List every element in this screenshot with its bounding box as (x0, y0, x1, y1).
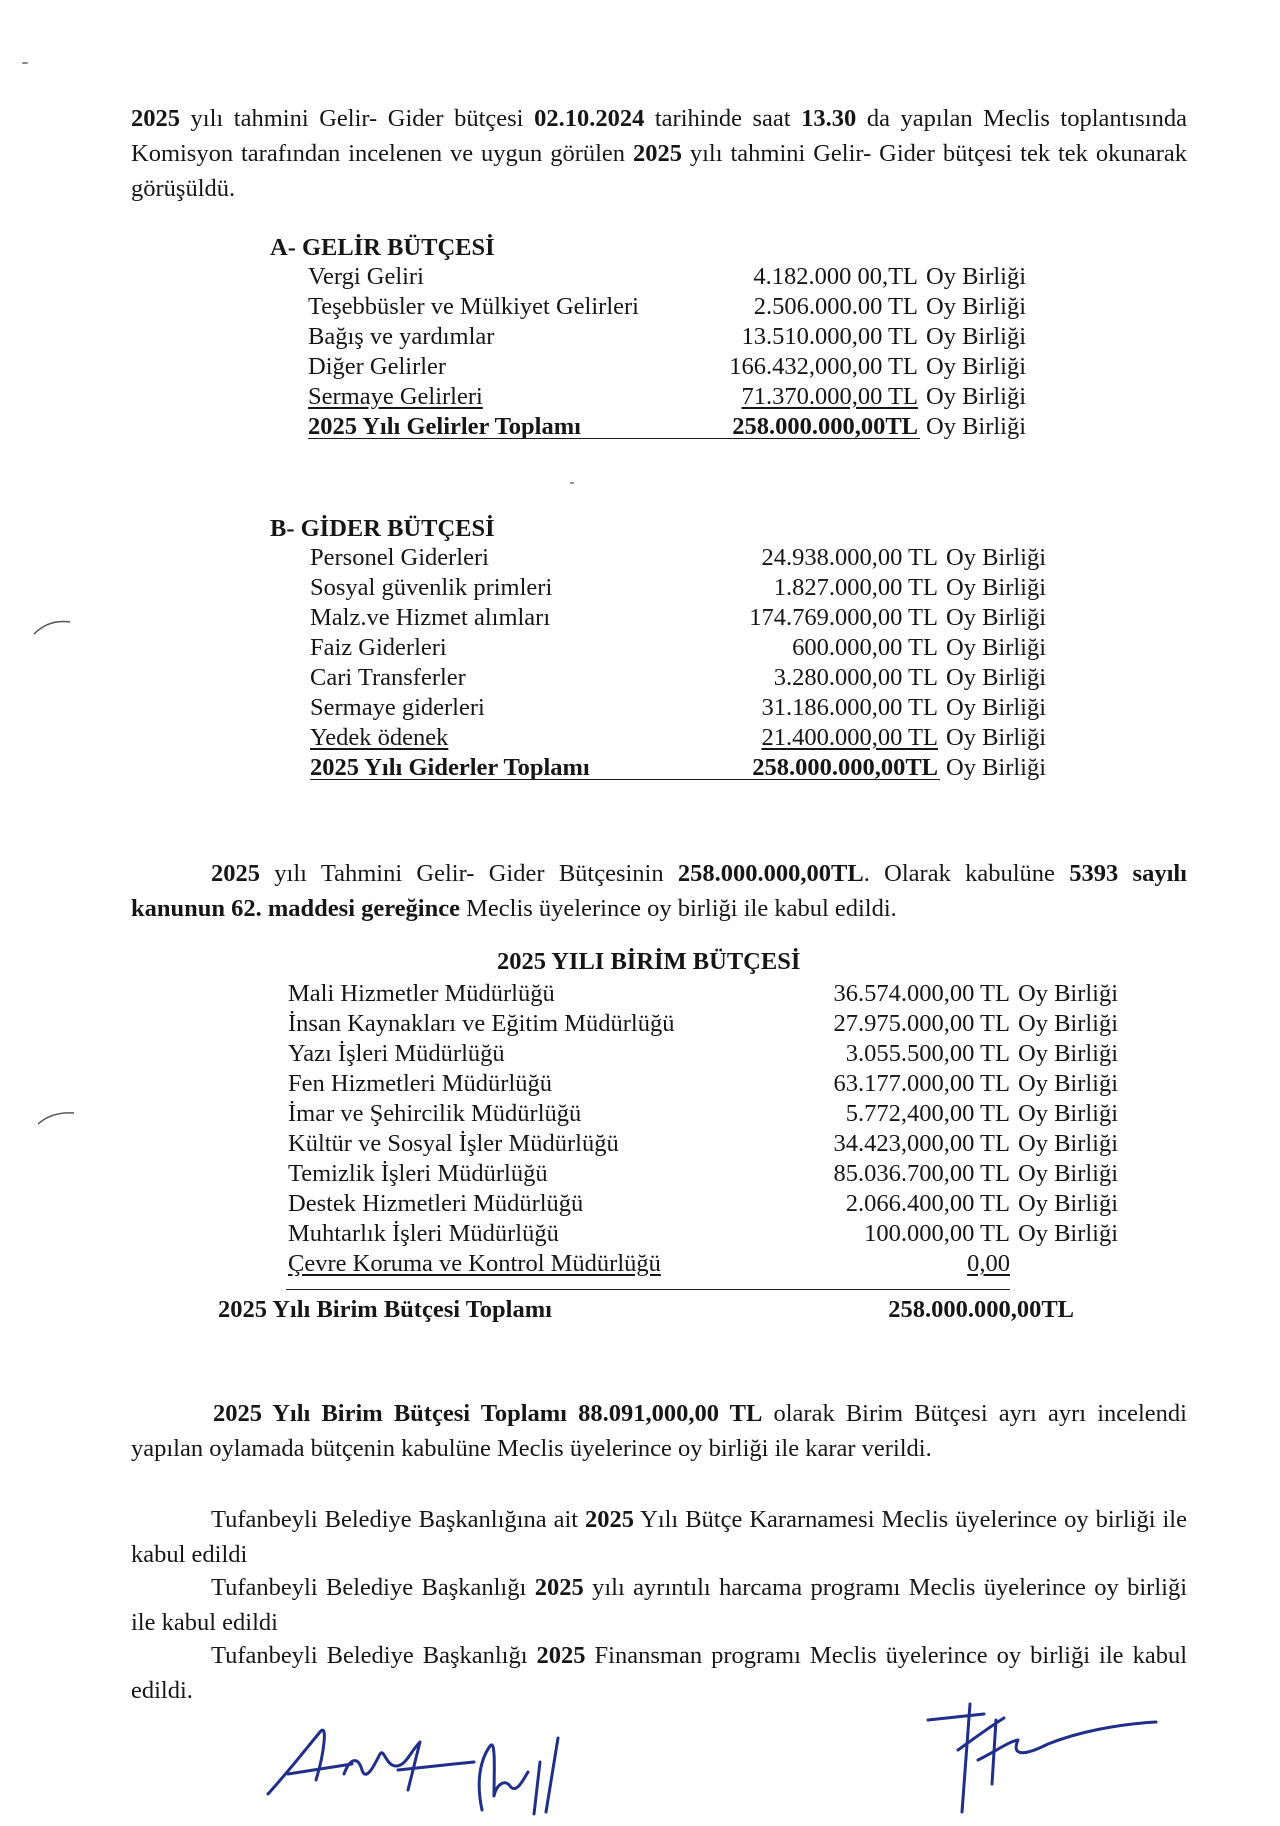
birim-amount: 3.055.500,00 TL (845, 1040, 1010, 1067)
birim-results (1018, 979, 1118, 1249)
gelir-amount: 2.506.000.00 TL (753, 293, 918, 320)
decision-year: 2025 (585, 1506, 635, 1533)
birim-result: Oy Birliği (1018, 1010, 1119, 1037)
birim-result: Oy Birliği (1018, 1100, 1119, 1127)
birim-label: Yazı İşleri Müdürlüğü (288, 1040, 505, 1067)
gelir-total-amount: 258.000.000,00TL (732, 413, 918, 440)
gelir-result: Oy Birliği (926, 293, 1027, 320)
gider-amount: 31.186.000,00 TL (761, 694, 938, 721)
gider-heading: B- GİDER BÜTÇESİ (270, 515, 495, 542)
gelir-total-rule (308, 438, 920, 439)
intro-text-4: yılı tahmini Gelir- Gider bütçesi tek tek okunarak görüşüldü. (131, 140, 1187, 202)
gider-results (946, 543, 1046, 783)
gelir-heading: A- GELİR BÜTÇESİ (270, 234, 495, 261)
gider-result: Oy Birliği (946, 604, 1047, 631)
birim-result: Oy Birliği (1018, 1070, 1119, 1097)
acceptance-amount: 258.000.000,00TL (677, 860, 864, 887)
gelir-amount: 13.510.000,00 TL (741, 323, 918, 350)
birim-label: Muhtarlık İşleri Müdürlüğü (288, 1220, 559, 1247)
gider-result: Oy Birliği (946, 574, 1047, 601)
gelir-amount: 166.432,000,00 TL (729, 353, 918, 380)
acceptance-paragraph (131, 856, 1187, 926)
margin-mark-top (30, 618, 74, 638)
birim-label: Destek Hizmetleri Müdürlüğü (288, 1190, 584, 1217)
birim-heading: 2025 YILI BİRİM BÜTÇESİ (497, 948, 801, 975)
birim-result: Oy Birliği (1018, 1130, 1119, 1157)
acceptance-year: 2025 (211, 860, 260, 887)
intro-date: 02.10.2024 (534, 105, 645, 132)
birim-label: Fen Hizmetleri Müdürlüğü (288, 1070, 553, 1097)
intro-year-2: 2025 (632, 140, 682, 167)
birim-result: Oy Birliği (1018, 1220, 1119, 1247)
margin-mark-bottom (34, 1110, 78, 1128)
gider-label: Yedek ödenek (310, 724, 449, 751)
birim-amount: 5.772,400,00 TL (845, 1100, 1010, 1127)
birim-note-paragraph (131, 1396, 1187, 1466)
gider-label: Malz.ve Hizmet alımları (310, 604, 551, 631)
gelir-label: Vergi Geliri (308, 263, 424, 290)
gelir-amounts (729, 262, 918, 442)
acceptance-text-1: yılı Tahmini Gelir- Gider Bütçesinin (260, 860, 678, 887)
birim-label: İnsan Kaynakları ve Eğitim Müdürlüğü (288, 1010, 675, 1037)
birim-amount: 34.423,000,00 TL (833, 1130, 1010, 1157)
gelir-label: Diğer Gelirler (308, 353, 447, 380)
signature-left (258, 1662, 578, 1822)
gider-total-rule (310, 779, 940, 780)
decision-text-1: Tufanbeyli Belediye Başkanlığı (211, 1642, 537, 1669)
birim-label: Mali Hizmetler Müdürlüğü (288, 980, 555, 1007)
gider-amount: 24.938.000,00 TL (761, 544, 938, 571)
intro-year: 2025 (131, 105, 180, 132)
birim-label: Çevre Koruma ve Kontrol Müdürlüğü (288, 1250, 661, 1277)
intro-text-3: da yapılan Meclis toplantısında Komisyon tarafından incelenen ve uygun görülen (131, 105, 1187, 167)
gider-amount: 600.000,00 TL (792, 634, 938, 661)
birim-amount: 100.000,00 TL (864, 1220, 1010, 1247)
intro-time: 13.30 (801, 105, 857, 132)
birim-label: Kültür ve Sosyal İşler Müdürlüğü (288, 1130, 619, 1157)
decision-year: 2025 (534, 1574, 584, 1601)
birim-amount: 36.574.000,00 TL (833, 980, 1010, 1007)
gider-result: Oy Birliği (946, 694, 1047, 721)
gider-result: Oy Birliği (946, 544, 1047, 571)
decision-paragraph (131, 1570, 1187, 1640)
gider-total-amount: 258.000.000,00TL (752, 754, 938, 781)
birim-result: Oy Birliği (1018, 1160, 1119, 1187)
gider-label: Personel Giderleri (310, 544, 489, 571)
birim-result: Oy Birliği (1018, 980, 1119, 1007)
birim-amount: 2.066.400,00 TL (845, 1190, 1010, 1217)
gider-amount: 1.827.000,00 TL (773, 574, 938, 601)
gider-label: Cari Transferler (310, 664, 466, 691)
birim-amounts (834, 979, 1011, 1279)
gider-labels (310, 543, 590, 783)
gider-label: Sermaye giderleri (310, 694, 485, 721)
decision-text-1: Tufanbeyli Belediye Başkanlığına ait (211, 1506, 586, 1533)
birim-label: Temizlik İşleri Müdürlüğü (288, 1160, 548, 1187)
gider-result: Oy Birliği (946, 634, 1047, 661)
birim-total-amount: 258.000.000,00TL (888, 1296, 1074, 1323)
gider-label: Sosyal güvenlik primleri (310, 574, 553, 601)
intro-text-2: tarihinde saat (644, 105, 802, 132)
intro-text-1: yılı tahmini Gelir- Gider bütçesi (180, 105, 535, 132)
birim-result: Oy Birliği (1018, 1040, 1119, 1067)
gider-amount: 21.400.000,00 TL (761, 724, 938, 751)
acceptance-text-3: Meclis üyelerince oy birliği ile kabul edildi. (460, 895, 897, 922)
birim-total-rule (286, 1289, 1010, 1290)
gelir-result: Oy Birliği (926, 353, 1027, 380)
decision-paragraph (131, 1502, 1187, 1572)
decision-text-2: Yılı Bütçe Kararnamesi Meclis üyelerince oy birliği ile kabul edildi (131, 1506, 1187, 1568)
scan-mark (22, 62, 28, 64)
gelir-labels (308, 262, 639, 442)
gelir-label: Bağış ve yardımlar (308, 323, 495, 350)
birim-amount: 0,00 (967, 1250, 1010, 1277)
gider-result: Oy Birliği (946, 724, 1047, 751)
birim-total-label: 2025 Yılı Birim Bütçesi Toplamı (218, 1296, 552, 1323)
gelir-total-label: 2025 Yılı Gelirler Toplamı (308, 413, 581, 440)
birim-labels (288, 979, 674, 1279)
gelir-result: Oy Birliği (926, 383, 1027, 410)
gelir-results (926, 262, 1026, 442)
gider-total-result: Oy Birliği (946, 754, 1047, 781)
acceptance-law: 5393 sayılı kanunun 62. maddesi gereğince (131, 860, 1187, 922)
gelir-result: Oy Birliği (926, 263, 1027, 290)
decision-text-2: yılı ayrıntılı harcama programı Meclis üyelerince oy birliği ile kabul edildi (131, 1574, 1188, 1636)
signature-right (908, 1680, 1168, 1820)
gelir-label: Sermaye Gelirleri (308, 383, 483, 410)
birim-amount: 27.975.000,00 TL (833, 1010, 1010, 1037)
gelir-label: Teşebbüsler ve Mülkiyet Gelirleri (308, 293, 639, 320)
birim-note-text: olarak Birim Bütçesi ayrı ayrı incelendi yapılan oylamada bütçenin kabulüne Meclis üyelerince oy birliği ile karar verildi. (131, 1400, 1187, 1462)
gelir-amount: 71.370.000,00 TL (741, 383, 918, 410)
gider-amount: 3.280.000,00 TL (773, 664, 938, 691)
acceptance-text-2: . Olarak kabulüne (863, 860, 1070, 887)
scan-mark (570, 482, 574, 484)
gelir-amount: 4.182.000 00,TL (753, 263, 918, 290)
birim-note-bold: 2025 Yılı Birim Bütçesi Toplamı 88.091,000,00 TL (213, 1400, 763, 1427)
decision-text-2: Finansman programı Meclis üyelerince oy birliği ile kabul edildi. (131, 1642, 1187, 1704)
gider-result: Oy Birliği (946, 664, 1047, 691)
gider-amounts (749, 543, 938, 783)
birim-amount: 63.177.000,00 TL (833, 1070, 1010, 1097)
gider-label: Faiz Giderleri (310, 634, 447, 661)
decision-year: 2025 (536, 1642, 586, 1669)
birim-result: Oy Birliği (1018, 1190, 1119, 1217)
birim-label: İmar ve Şehircilik Müdürlüğü (288, 1100, 582, 1127)
gider-total-label: 2025 Yılı Giderler Toplamı (310, 754, 590, 781)
gelir-result: Oy Birliği (926, 323, 1027, 350)
decision-text-1: Tufanbeyli Belediye Başkanlığı (211, 1574, 535, 1601)
gider-amount: 174.769.000,00 TL (749, 604, 938, 631)
intro-paragraph (131, 101, 1187, 206)
gelir-total-result: Oy Birliği (926, 413, 1027, 440)
birim-amount: 85.036.700,00 TL (833, 1160, 1010, 1187)
